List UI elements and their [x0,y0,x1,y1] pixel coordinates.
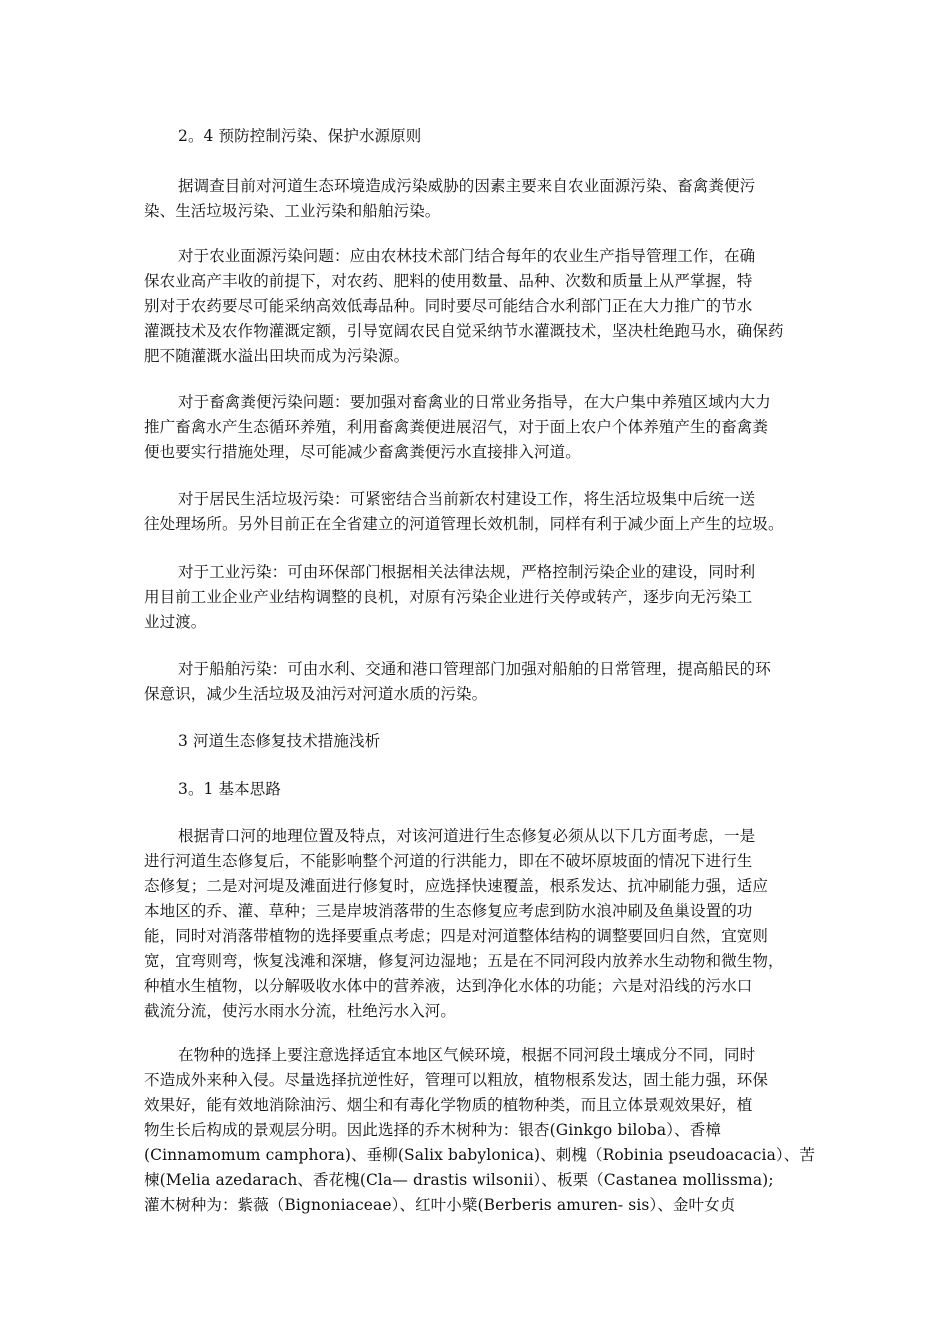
paragraph-basic-approach [144,824,824,1024]
paragraph-household-waste [144,487,824,537]
paragraph-line: (Cinnamomum camphora)、垂柳(Salix babylonica)、刺槐（Robinia pseudoacacia）、苦 [144,1146,815,1164]
paragraph-line: 物生长后构成的景观层分明。因此选择的乔木树种为：银杏(Ginkgo biloba）、香樟 [144,1121,721,1139]
paragraph-line: 肥不随灌溉水溢出田块而成为污染源。 [144,347,410,365]
paragraph-line: 楝(Melia azedarach、香花槐(Cla— drastis wilsonii）、板栗（Castanea mollissma); [144,1171,774,1189]
paragraph-line: 灌木树种为：紫薇（Bignoniaceae）、红叶小檗(Berberis amuren- sis）、金叶女贞 [144,1196,736,1214]
paragraph-line: 对于船舶污染：可由水利、交通和港口管理部门加强对船舶的日常管理，提高船民的环 [178,660,771,678]
paragraph-line: 保农业高产丰收的前提下，对农药、肥料的使用数量、品种、次数和质量上从严掌握，特 [144,272,753,290]
paragraph-line: 对于农业面源污染问题：应由农林技术部门结合每年的农业生产指导管理工作，在确 [178,247,756,265]
section-heading-3 [144,729,824,754]
paragraph-line: 不造成外来种入侵。尽量选择抗逆性好，管理可以粗放，植物根系发达，固土能力强，环保 [144,1071,769,1089]
paragraph-line: 宽，宜弯则弯，恢复浅滩和深塘，修复河边湿地；五是在不同河段内放养水生动物和微生物， [144,952,784,970]
paragraph-industrial-pollution [144,560,824,635]
paragraph-line: 对于畜禽粪便污染问题：要加强对畜禽业的日常业务指导，在大户集中养殖区域内大力 [178,393,771,411]
paragraph-line: 灌溉技术及农作物灌溉定额，引导宽阔农民自觉采纳节水灌溉技术，坚决杜绝跑马水，确保药 [144,322,784,340]
paragraph-line: 业过渡。 [144,613,207,631]
paragraph-line: 对于工业污染：可由环保部门根据相关法律法规，严格控制污染企业的建设，同时利 [178,563,756,581]
paragraph-line: 据调查目前对河道生态环境造成污染威胁的因素主要来自农业面源污染、畜禽粪便污 [178,177,756,195]
paragraph-line: 保意识，减少生活垃圾及油污对河道水质的污染。 [144,685,488,703]
paragraph-line: 截流分流，使污水雨水分流，杜绝污水入河。 [144,1002,457,1020]
paragraph-line: 别对于农药要尽可能采纳高效低毒品种。同时要尽可能结合水利部门正在大力推广的节水 [144,297,753,315]
paragraph-agricultural-pollution [144,244,824,369]
paragraph-species-selection [144,1043,824,1218]
heading-text: 2。4 预防控制污染、保护水源原则 [178,127,422,145]
paragraph-pollution-sources [144,174,824,224]
paragraph-line: 推广畜禽水产生态循环养殖，利用畜禽粪便进展沼气，对于面上农户个体养殖产生的畜禽粪 [144,418,769,436]
paragraph-line: 根据青口河的地理位置及特点，对该河道进行生态修复必须从以下几方面考虑，一是 [178,827,756,845]
paragraph-ship-pollution [144,657,824,707]
paragraph-line: 效果好，能有效地消除油污、烟尘和有毒化学物质的植物种类，而且立体景观效果好，植 [144,1096,753,1114]
paragraph-line: 往处理场所。另外目前正在全省建立的河道管理长效机制，同样有利于减少面上产生的垃圾。 [144,515,784,533]
paragraph-livestock-pollution [144,390,824,465]
paragraph-line: 进行河道生态修复后，不能影响整个河道的行洪能力，即在不破坏原坡面的情况下进行生 [144,852,753,870]
paragraph-line: 用目前工业企业产业结构调整的良机，对原有污染企业进行关停或转产，逐步向无污染工 [144,588,753,606]
paragraph-line: 在物种的选择上要注意选择适宜本地区气候环境，根据不同河段土壤成分不同，同时 [178,1046,756,1064]
heading-text: 3 河道生态修复技术措施浅析 [178,732,381,750]
paragraph-line: 态修复；二是对河堤及滩面进行修复时，应选择快速覆盖，根系发达、抗冲刷能力强，适应 [144,877,769,895]
paragraph-line: 对于居民生活垃圾污染：可紧密结合当前新农村建设工作，将生活垃圾集中后统一送 [178,490,756,508]
section-heading-3-1 [144,777,824,802]
paragraph-line: 便也要实行措施处理，尽可能减少畜禽粪便污水直接排入河道。 [144,443,581,461]
section-heading-2-4 [144,124,824,149]
paragraph-line: 本地区的乔、灌、草种；三是岸坡消落带的生态修复应考虑到防水浪冲刷及鱼巢设置的功 [144,902,753,920]
paragraph-line: 染、生活垃圾污染、工业污染和船舶污染。 [144,202,441,220]
paragraph-line: 能，同时对消落带植物的选择要重点考虑；四是对河道整体结构的调整要回归自然，宜宽则 [144,927,769,945]
paragraph-line: 种植水生植物，以分解吸收水体中的营养液，达到净化水体的功能；六是对沿线的污水口 [144,977,753,995]
heading-text: 3。1 基本思路 [178,780,281,798]
